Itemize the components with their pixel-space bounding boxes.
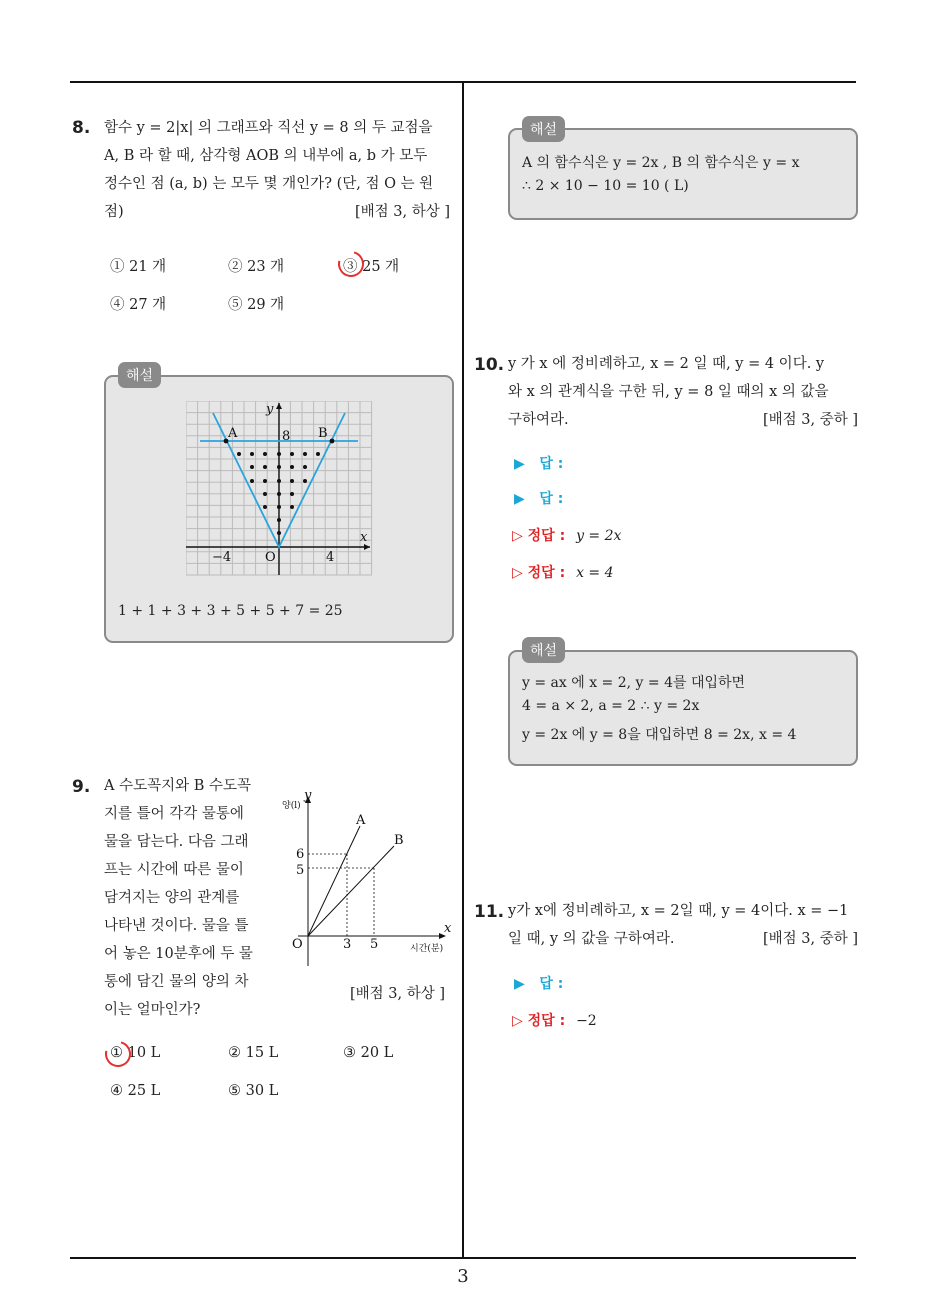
q9-choice-1[interactable]: ① 10 L bbox=[110, 1045, 161, 1061]
q9-line2: 지를 틀어 각각 물통에 bbox=[104, 806, 244, 822]
q11-answer-label: 답 : bbox=[539, 976, 564, 992]
q8-label-o: O bbox=[265, 550, 276, 565]
q9-label-5: 5 bbox=[296, 863, 305, 878]
q8-line1: 함수 y = 2|x| 의 그래프와 직선 y = 8 의 두 교점을 bbox=[104, 120, 433, 136]
q10-correct-label-1: 정답 : bbox=[527, 528, 566, 544]
q8-graph bbox=[186, 401, 376, 577]
q11-line2: 일 때, y 의 값을 구하여라. bbox=[508, 931, 675, 947]
q8-score: [배점 3, 하상 ] bbox=[354, 204, 450, 220]
q11-number: 11. bbox=[474, 902, 505, 922]
q10-correct-label-2: 정답 : bbox=[527, 565, 566, 581]
q8-line4: 점) bbox=[104, 204, 124, 220]
q9-line4: 프는 시간에 따른 물이 bbox=[104, 862, 244, 878]
q10-score: [배점 3, 중하 ] bbox=[762, 412, 858, 428]
q10-solution-tag: 해설 bbox=[522, 637, 565, 663]
q10-line2: 와 x 의 관계식을 구한 뒤, y = 8 일 때의 x 의 값을 bbox=[508, 384, 829, 400]
column-divider bbox=[462, 82, 464, 1259]
q10-solution-line3: y = 2x 에 y = 8을 대입하면 8 = 2x, x = 4 bbox=[522, 727, 797, 743]
q11-correct-label: 정답 : bbox=[527, 1013, 566, 1029]
q9-line-a bbox=[308, 826, 360, 936]
q11-line1: y가 x에 정비례하고, x = 2일 때, y = 4이다. x = −1 bbox=[508, 903, 849, 919]
q9-line5: 담겨지는 양의 관계를 bbox=[104, 890, 240, 906]
q8-label-8: 8 bbox=[282, 429, 291, 444]
q9-label-5x: 5 bbox=[370, 937, 379, 952]
q9-label-xlab: 시간(분) bbox=[410, 944, 444, 954]
q10-correct-value-2: x = 4 bbox=[576, 565, 614, 581]
q10-answer-1[interactable] bbox=[514, 453, 563, 473]
q8-choice-3[interactable]: ③ 25 개 bbox=[343, 259, 400, 275]
q9-line7: 어 놓은 10분후에 두 물 bbox=[104, 946, 253, 962]
outline-triangle-icon: ▷ bbox=[512, 528, 523, 544]
q9-solution-line1: A 의 함수식은 y = 2x , B 의 함수식은 y = x bbox=[522, 155, 800, 171]
q8-line2: A, B 라 할 때, 삼각형 AOB 의 내부에 a, b 가 모두 bbox=[104, 148, 428, 164]
q8-solution-box bbox=[104, 375, 454, 643]
q8-label-4: 4 bbox=[326, 550, 335, 565]
q8-label-y: y bbox=[266, 402, 274, 417]
q9-line3: 물을 담는다. 다음 그래 bbox=[104, 834, 249, 850]
q8-selected-mark bbox=[333, 246, 369, 282]
q9-label-6: 6 bbox=[296, 847, 305, 862]
q8-number: 8. bbox=[72, 118, 91, 138]
q11-correct bbox=[512, 1010, 597, 1030]
q11-answer[interactable] bbox=[514, 973, 563, 993]
q9-line6: 나타낸 것이다. 물을 틀 bbox=[104, 918, 249, 934]
q10-solution-box bbox=[508, 650, 858, 766]
q8-label-x: x bbox=[360, 530, 368, 545]
q8-choice-1[interactable]: ① 21 개 bbox=[110, 259, 167, 275]
q9-choice-3[interactable]: ③ 20 L bbox=[343, 1045, 394, 1061]
q9-line8: 통에 담긴 물의 양의 차 bbox=[104, 974, 249, 990]
q8-choice-5[interactable]: ⑤ 29 개 bbox=[228, 297, 285, 313]
q9-graph bbox=[276, 786, 456, 966]
q11-score: [배점 3, 중하 ] bbox=[762, 931, 858, 947]
q8-label-neg4: −4 bbox=[212, 550, 232, 565]
play-icon: ▶ bbox=[514, 456, 525, 472]
q10-number: 10. bbox=[474, 355, 505, 375]
q10-correct-2 bbox=[512, 562, 614, 582]
play-icon: ▶ bbox=[514, 491, 525, 507]
q8-line3: 정수인 점 (a, b) 는 모두 몇 개인가? (단, 점 O 는 원 bbox=[104, 176, 434, 192]
q9-choice-4[interactable]: ④ 25 L bbox=[110, 1083, 161, 1099]
q9-label-ylab: 양(l) bbox=[282, 801, 301, 811]
play-icon: ▶ bbox=[514, 976, 525, 992]
q9-selected-mark bbox=[100, 1036, 136, 1072]
q9-number: 9. bbox=[72, 777, 91, 797]
q9-solution-tag: 해설 bbox=[522, 116, 565, 142]
q10-text bbox=[508, 350, 860, 434]
q9-label-o: O bbox=[292, 937, 303, 952]
q9-score: [배점 3, 하상 ] bbox=[350, 986, 446, 1002]
q9-label-x: x bbox=[444, 921, 452, 936]
q9-line1: A 수도꼭지와 B 수도꼭 bbox=[104, 778, 252, 794]
q10-solution-line2: 4 = a × 2, a = 2 ∴ y = 2x bbox=[522, 698, 700, 714]
q9-solution-line2: ∴ 2 × 10 − 10 = 10 ( L) bbox=[522, 178, 689, 194]
q8-choice-4[interactable]: ④ 27 개 bbox=[110, 297, 167, 313]
q10-answer-2[interactable] bbox=[514, 488, 563, 508]
q8-solution-tag: 해설 bbox=[118, 362, 161, 388]
outline-triangle-icon: ▷ bbox=[512, 565, 523, 581]
q8-y-arrow bbox=[276, 403, 282, 409]
q9-label-3: 3 bbox=[343, 937, 352, 952]
outline-triangle-icon: ▷ bbox=[512, 1013, 523, 1029]
q11-correct-value: −2 bbox=[576, 1013, 597, 1029]
q9-choice-2[interactable]: ② 15 L bbox=[228, 1045, 279, 1061]
q9-label-b: B bbox=[394, 833, 404, 848]
q11-text bbox=[508, 897, 860, 953]
q9-line-b bbox=[308, 846, 394, 936]
q9-text bbox=[104, 772, 256, 1024]
q10-correct-1 bbox=[512, 525, 621, 545]
q10-correct-value-1: y = 2x bbox=[576, 528, 622, 544]
q10-answer-label-1: 답 : bbox=[539, 456, 564, 472]
q10-line3: 구하여라. bbox=[508, 412, 569, 428]
q9-line9: 이는 얼마인가? bbox=[104, 1002, 201, 1018]
q8-text bbox=[104, 114, 454, 226]
q9-label-a: A bbox=[356, 813, 366, 828]
q10-solution-line1: y = ax 에 x = 2, y = 4를 대입하면 bbox=[522, 675, 746, 691]
q9-solution-box bbox=[508, 128, 858, 220]
q9-label-y: y bbox=[304, 788, 312, 803]
page-number: 3 bbox=[457, 1266, 469, 1287]
q8-label-b: B bbox=[318, 426, 328, 441]
q10-answer-label-2: 답 : bbox=[539, 491, 564, 507]
q8-solution-formula: 1 + 1 + 3 + 3 + 5 + 5 + 7 = 25 bbox=[118, 603, 343, 619]
q8-choice-2[interactable]: ② 23 개 bbox=[228, 259, 285, 275]
q9-choice-5[interactable]: ⑤ 30 L bbox=[228, 1083, 279, 1099]
q8-label-a: A bbox=[228, 426, 238, 441]
q10-line1: y 가 x 에 정비례하고, x = 2 일 때, y = 4 이다. y bbox=[508, 356, 825, 372]
